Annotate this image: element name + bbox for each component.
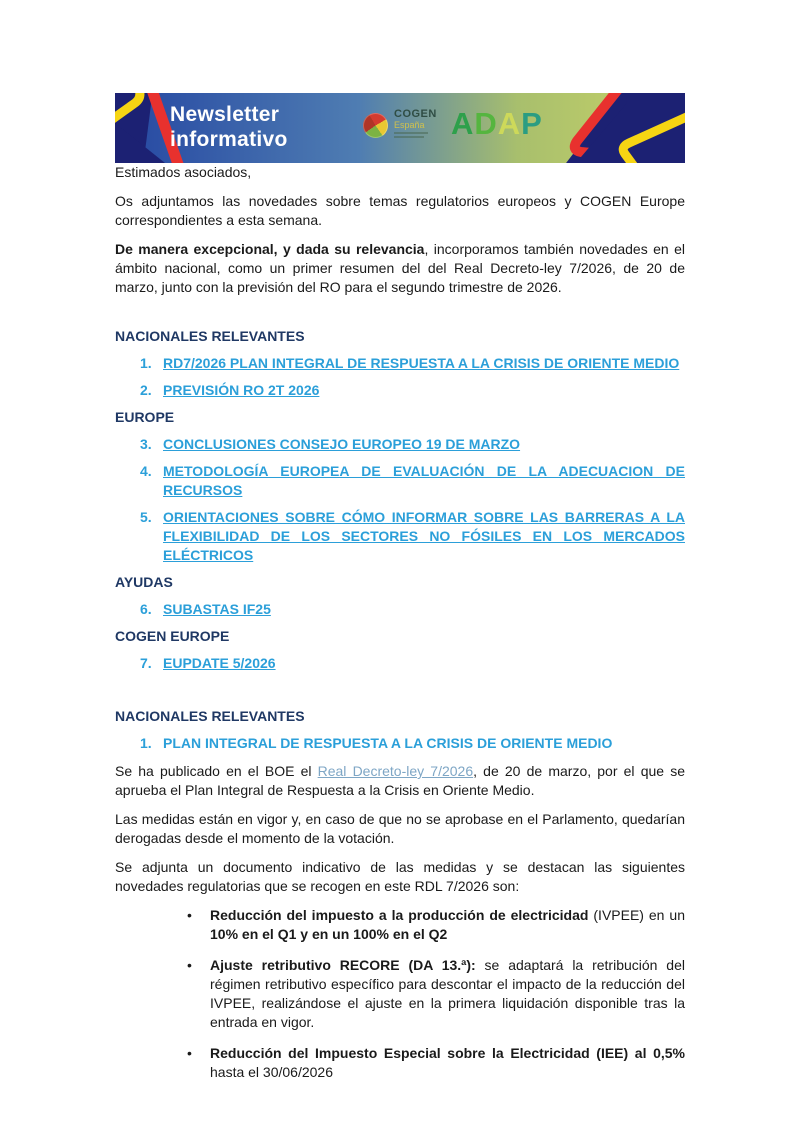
intro-paragraph-2-rest: , incorporamos también novedades en el ámbito nacional, como un primer resumen del del Real Decreto-ley 7/2026, de 20 de marzo, junto con la previsión del RO para el segundo trimestre de 2026. [115,241,685,295]
intro-paragraph-2 [115,240,685,297]
toc-item-number: 3. [140,436,152,452]
article-item-title-text: PLAN INTEGRAL DE RESPUESTA A LA CRISIS DE ORIENTE MEDIO [163,735,613,751]
toc-item-1 [115,354,685,373]
article-paragraph-2: Las medidas están en vigor y, en caso de que no se aprobase en el Parlamento, quedarían derogadas desde el momento de la votación. [115,811,685,846]
article-paragraph-1-pre: Se ha publicado en el BOE el [115,763,318,779]
article-section-heading: NACIONALES RELEVANTES [115,708,305,724]
adap-letter: A [497,106,522,141]
cogen-logo-sub: España [394,120,425,130]
cogen-logo-text [394,108,437,138]
toc-item-7 [115,654,685,673]
cogen-tagline-bar [394,136,424,138]
toc-item-6 [115,600,685,619]
intro-paragraph-1: Os adjuntamos las novedades sobre temas regulatorios europeos y COGEN Europe correspondientes a esta semana. [115,193,685,228]
article-paragraph-3: Se adjunta un documento indicativo de las medidas y se destacan las siguientes novedades regulatorias que se recogen en este RDL 7/2026 son: [115,859,685,894]
bullet-normal: hasta el 30/06/2026 [210,1064,333,1080]
bullet-text [210,956,685,1032]
table-of-contents [115,327,685,673]
toc-item-2 [115,381,685,400]
bullet-bold-2: 10% en el Q1 y en un 100% en el Q2 [210,926,448,942]
cogen-espana-logo [363,108,437,138]
toc-link-prevision-ro[interactable]: PREVISIÓN RO 2T 2026 [163,382,320,398]
document-body [115,163,685,1094]
bullet-item-iee [115,1044,685,1082]
toc-heading-cogen-europe: COGEN EUROPE [115,628,230,644]
article-paragraph-1-post: , de 20 de marzo, por el que se aprueba el Plan Integral de Respuesta a la Crisis en Oriente Medio. [115,763,685,798]
banner-title-line1: Newsletter [170,103,280,126]
article-paragraph-1 [115,762,685,800]
newsletter-banner [115,93,685,163]
toc-item-number: 5. [140,509,152,525]
bullet-normal: se adaptará la retribución del régimen retributivo específico para descontar el impacto de la reducción del IVPEE, realizándose el ajuste en la primera liquidación disponible tras la entrada en vigor. [210,957,685,1030]
toc-link-subastas-if25[interactable]: SUBASTAS IF25 [163,601,271,617]
adap-letter: A [451,106,475,141]
greeting-text: Estimados asociados, [115,164,252,180]
article-item-title [115,734,685,753]
cogen-logo-icon [363,113,388,138]
toc-item-4 [115,462,685,500]
cogen-logo-name: COGEN [394,108,437,120]
real-decreto-ley-link[interactable]: Real Decreto-ley 7/2026 [317,763,474,779]
toc-heading-nacionales: NACIONALES RELEVANTES [115,328,305,344]
toc-item-number: 2. [140,382,152,398]
bullet-text [210,906,685,944]
banner-title-line2: informativo [170,128,288,151]
toc-item-number: 4. [140,463,152,479]
adap-letter: D [474,106,498,141]
toc-heading-europe: EUROPE [115,409,175,425]
toc-link-orientaciones-flexibilidad[interactable]: ORIENTACIONES SOBRE CÓMO INFORMAR SOBRE LAS BARRERAS A LA FLEXIBILIDAD DE LOS SECTORES NO FÓSILES EN LOS MERCADOS ELÉCTRICOS [163,509,685,563]
bullet-marker: • [187,957,192,973]
bullet-bold: Ajuste retributivo RECORE (DA 13.ª): [210,957,476,973]
bullet-item-ivpee [115,906,685,944]
bullet-marker: • [187,1045,192,1061]
cogen-tagline-bar [394,132,428,134]
banner-title [170,102,288,152]
article-nacionales-relevantes [115,707,685,1082]
toc-link-metodologia-europea[interactable]: METODOLOGÍA EUROPEA DE EVALUACIÓN DE LA ADECUACION DE RECURSOS [163,463,685,498]
toc-heading-ayudas: AYUDAS [115,574,173,590]
toc-link-rd7-2026[interactable]: RD7/2026 PLAN INTEGRAL DE RESPUESTA A LA CRISIS DE ORIENTE MEDIO [163,355,680,371]
toc-item-3 [115,435,685,454]
toc-link-eupdate[interactable]: EUPDATE 5/2026 [163,655,276,671]
bullet-bold: Reducción del Impuesto Especial sobre la Electricidad (IEE) al 0,5% [210,1045,685,1061]
bullet-item-recore [115,956,685,1032]
bullet-marker: • [187,907,192,923]
article-item-number: 1. [140,735,152,751]
toc-item-number: 1. [140,355,152,371]
toc-item-5 [115,508,685,565]
toc-item-number: 7. [140,655,152,671]
bullet-text [210,1044,685,1082]
adap-letter: P [521,106,543,141]
toc-item-number: 6. [140,601,152,617]
intro-paragraph-2-bold: De manera excepcional, y dada su relevancia [115,241,425,257]
bullet-bold: Reducción del impuesto a la producción de electricidad [210,907,589,923]
toc-link-conclusiones-consejo[interactable]: CONCLUSIONES CONSEJO EUROPEO 19 DE MARZO [163,436,521,452]
adap-logo [451,106,543,142]
bullet-normal: (IVPEE) en un [588,907,685,923]
